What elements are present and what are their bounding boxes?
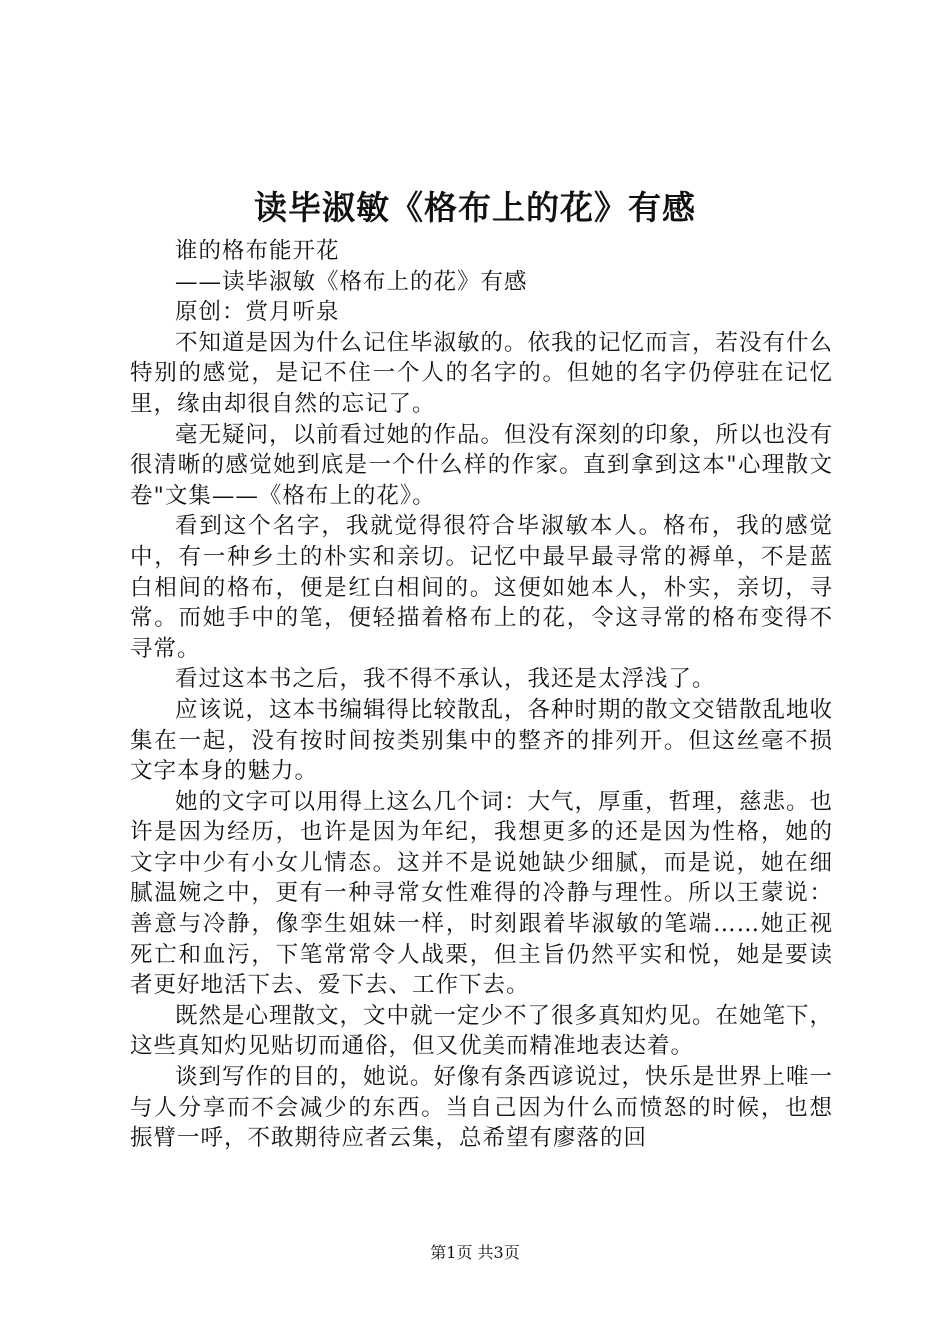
paragraph: 不知道是因为什么记住毕淑敏的。依我的记忆而言，若没有什么特别的感觉，是记不住一个人的名字的。但她的名字仍停驻在记忆里，缘由却很自然的忘记了。 <box>130 329 834 417</box>
paragraph: 看过这本书之后，我不得不承认，我还是太浮浅了。 <box>175 666 716 693</box>
page-footer: 第1页 共3页 <box>430 1243 520 1262</box>
paragraph-subtitle-line: ——读毕淑敏《格布上的花》有感 <box>175 268 528 295</box>
paragraph: 看到这个名字，我就觉得很符合毕淑敏本人。格布，我的感觉中，有一种乡土的朴实和亲切。记忆中最早最寻常的褥单，不是蓝白相间的格布，便是红白相间的。这便如她本人，朴实，亲切，寻常。而她手中的笔，便轻描着格布上的花，令这寻常的格布变得不寻常。 <box>130 513 833 662</box>
document-body <box>130 236 833 1154</box>
paragraph-author: 原创：赏月听泉 <box>175 299 340 326</box>
paragraph: 应该说，这本书编辑得比较散乱，各种时期的散文交错散乱地收集在一起，没有按时间按类别集中的整齐的排列开。但这丝毫不损文字本身的魅力。 <box>130 696 834 785</box>
paragraph: 既然是心理散文，文中就一定少不了很多真知灼见。在她笔下，这些真知灼见贴切而通俗，但又优美而精准地表达着。 <box>130 1002 834 1060</box>
paragraph: 她的文字可以用得上这么几个词：大气，厚重，哲理，慈悲。也许是因为经历，也许是因为年纪，我想更多的还是因为性格，她的文字中少有小女儿情态。这并不是说她缺少细腻，而是说，她在细腻温婉之中，更有一种寻常女性难得的冷静与理性。所以王蒙说：善意与冷静，像孪生姐妹一样，时刻跟着毕淑敏的笔端……她正视死亡和血污，下笔常常令人战栗，但主旨仍然平实和悦，她是要读者更好地活下去、爱下去、工作下去。 <box>130 788 834 999</box>
document-title: 读毕淑敏《格布上的花》有感 <box>254 188 696 227</box>
paragraph-subtitle: 谁的格布能开花 <box>175 238 340 264</box>
paragraph: 谈到写作的目的，她说。好像有条西谚说过，快乐是世界上唯一与人分享而不会减少的东西。当自己因为什么而愤怒的时候，也想振臂一呼，不敢期待应者云集，总希望有廖落的回 <box>130 1064 834 1152</box>
paragraph: 毫无疑问，以前看过她的作品。但没有深刻的印象，所以也没有很清晰的感觉她到底是一个什么样的作家。直到拿到这本"心理散文卷"文集——《格布上的花》。 <box>130 421 834 509</box>
